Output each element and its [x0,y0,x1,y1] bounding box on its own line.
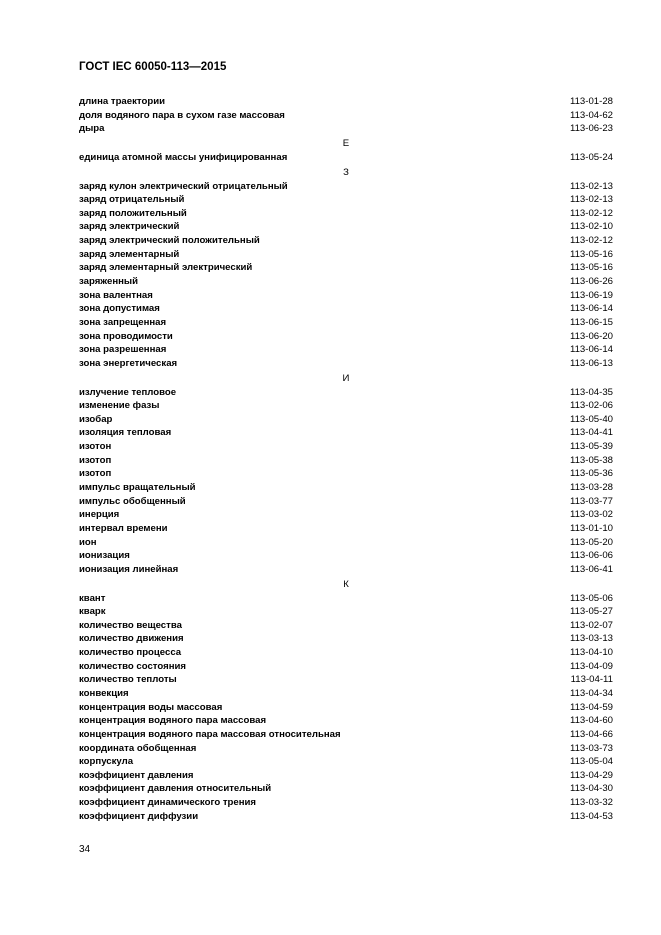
entry-term: количество вещества [79,619,182,631]
entry-code: 113-02-07 [569,619,613,631]
index-entry [79,728,613,742]
index-entry [79,810,613,824]
entry-code: 113-04-10 [569,647,613,659]
entry-term: зона энергетическая [79,357,178,369]
entry-code: 113-04-53 [569,810,613,822]
entry-code: 113-05-40 [569,413,613,425]
entry-code: 113-03-77 [569,495,613,507]
entry-code: 113-05-04 [569,756,613,768]
entry-term: интервал времени [79,522,168,534]
index-entry [79,426,613,440]
entry-code: 113-06-26 [569,276,613,288]
index-entry [79,357,613,371]
index-entry [79,495,613,509]
entry-code: 113-03-02 [569,509,613,521]
index-entry [79,481,613,495]
index-entry [79,386,613,400]
entry-code: 113-04-34 [569,687,613,699]
index-entry [79,549,613,563]
entry-code: 113-04-09 [569,660,613,672]
entry-code: 113-04-35 [569,386,613,398]
entry-term: изотоп [79,468,112,480]
index-entry [79,467,613,481]
entry-code: 113-02-13 [569,180,613,192]
index-entry [79,632,613,646]
index-entry [79,261,613,275]
index-entry [79,687,613,701]
entry-code: 113-02-06 [569,400,613,412]
entry-term: квант [79,592,106,604]
index-entry [79,151,613,165]
entry-code: 113-06-15 [569,316,613,328]
entry-term: зона валентная [79,289,153,301]
entry-term: ионизация линейная [79,563,179,575]
entry-term: коэффициент давления [79,769,194,781]
entry-term: заряд электрический [79,221,180,233]
entry-term: инерция [79,509,120,521]
entry-code: 113-05-06 [569,592,613,604]
entry-term: количество теплоты [79,674,177,686]
index-entry [79,330,613,344]
page-number: 34 [79,844,91,855]
entry-code: 113-04-62 [569,109,613,121]
entry-term: изоляция тепловая [79,427,172,439]
entry-term: заряд электрический положительный [79,235,260,247]
index-entry [79,399,613,413]
entry-term: зона проводимости [79,330,173,342]
entry-term: изобар [79,413,113,425]
section-letter: З [343,166,349,178]
entry-code: 113-05-38 [569,454,613,466]
index-entry [79,275,613,289]
entry-term: единица атомной массы унифицированная [79,151,288,163]
entry-term: заряд отрицательный [79,194,185,206]
index-entry [79,343,613,357]
entry-term: корпускула [79,756,134,768]
entry-term: изотоп [79,454,112,466]
index-entry [79,782,613,796]
index-entry [79,714,613,728]
index-entry [79,755,613,769]
index-entry [79,619,613,633]
entry-code: 113-05-16 [569,262,613,274]
entry-term: изменение фазы [79,400,160,412]
entry-code: 113-02-13 [569,194,613,206]
entry-code: 113-01-28 [569,96,613,107]
entry-term: заряд кулон электрический отрицательный [79,180,288,192]
entry-term: ионизация [79,550,130,562]
entry-term: коэффициент динамического трения [79,797,257,809]
entry-term: импульс обобщенный [79,495,186,507]
entry-term: коэффициент диффузии [79,810,199,822]
entry-code: 113-06-06 [569,550,613,562]
entry-term: импульс вращательный [79,482,196,494]
index-entry [79,660,613,674]
entry-term: количество состояния [79,660,186,672]
index-entry [79,122,613,136]
entry-term: заряд элементарный [79,248,180,260]
section-letter: Е [342,137,350,149]
document-header: ГОСТ IEC 60050-113—2015 [79,61,227,73]
entry-code: 113-06-41 [569,563,613,575]
entry-code: 113-05-27 [569,606,613,618]
entry-code: 113-04-59 [569,701,613,713]
entry-code: 113-05-39 [569,441,613,453]
index-entry [79,180,613,194]
entry-code: 113-02-12 [569,235,613,247]
entry-term: заряд элементарный электрический [79,262,253,274]
entry-term: количество движения [79,633,184,645]
index-entry [79,742,613,756]
section-letter: К [343,578,349,590]
entry-code: 113-03-32 [569,797,613,809]
entry-term: количество процесса [79,647,182,659]
entry-term: доля водяного пара в сухом газе массовая [79,109,285,121]
index-entry [79,289,613,303]
index-entry [79,646,613,660]
index-entry [79,796,613,810]
entry-term: концентрация водяного пара массовая [79,715,267,727]
index-entry [79,592,613,606]
entry-term: заряд положительный [79,207,187,219]
entry-term: заряженный [79,276,139,288]
entry-term: зона запрещенная [79,316,167,328]
entry-term: конвекция [79,687,129,699]
entry-term: коэффициент давления относительный [79,783,272,795]
index-entry [79,508,613,522]
entry-code: 113-03-13 [569,633,613,645]
entry-code: 113-02-12 [569,207,613,219]
index-entry [79,220,613,234]
entry-term: концентрация воды массовая [79,701,223,713]
section-letter: И [342,372,350,384]
index-entry [79,563,613,577]
index-entry [79,207,613,221]
entry-code: 113-05-16 [569,248,613,260]
entry-code: 113-06-14 [569,344,613,356]
index-entry [79,316,613,330]
index-entry [79,536,613,550]
entry-term: зона допустимая [79,303,160,315]
index-list [79,95,613,823]
entry-code: 113-03-28 [569,482,613,494]
index-entry [79,769,613,783]
index-entry [79,440,613,454]
index-entry [79,193,613,207]
index-entry [79,248,613,262]
index-entry [79,454,613,468]
entry-code: 113-05-20 [569,536,613,548]
index-entry [79,234,613,248]
index-entry [79,302,613,316]
entry-code: 113-04-11 [570,674,613,686]
entry-code: 113-06-19 [569,289,613,301]
entry-code: 113-06-13 [569,357,613,369]
entry-term: зона разрешенная [79,344,167,356]
entry-code: 113-02-10 [569,221,613,233]
entry-term: кварк [79,606,106,618]
entry-code: 113-03-73 [569,742,613,754]
index-entry [79,605,613,619]
entry-code: 113-06-14 [569,303,613,315]
entry-term: концентрация водяного пара массовая относительная [79,728,341,740]
index-entry [79,673,613,687]
entry-code: 113-04-60 [569,715,613,727]
index-entry [79,109,613,123]
entry-term: ион [79,536,97,548]
entry-code: 113-06-20 [569,330,613,342]
entry-code: 113-01-10 [569,522,613,534]
index-entry [79,522,613,536]
entry-code: 113-05-24 [569,151,613,163]
index-entry [79,413,613,427]
entry-code: 113-05-36 [569,468,613,480]
entry-term: дыра [79,123,105,135]
entry-term: длина траектории [79,96,165,107]
entry-code: 113-04-29 [569,769,613,781]
index-entry [79,701,613,715]
entry-term: координата обобщенная [79,742,197,754]
entry-code: 113-06-23 [569,123,613,135]
index-entry [79,95,613,109]
entry-term: изотон [79,441,112,453]
entry-term: излучение тепловое [79,386,177,398]
entry-code: 113-04-30 [569,783,613,795]
entry-code: 113-04-41 [569,427,613,439]
entry-code: 113-04-66 [569,728,613,740]
